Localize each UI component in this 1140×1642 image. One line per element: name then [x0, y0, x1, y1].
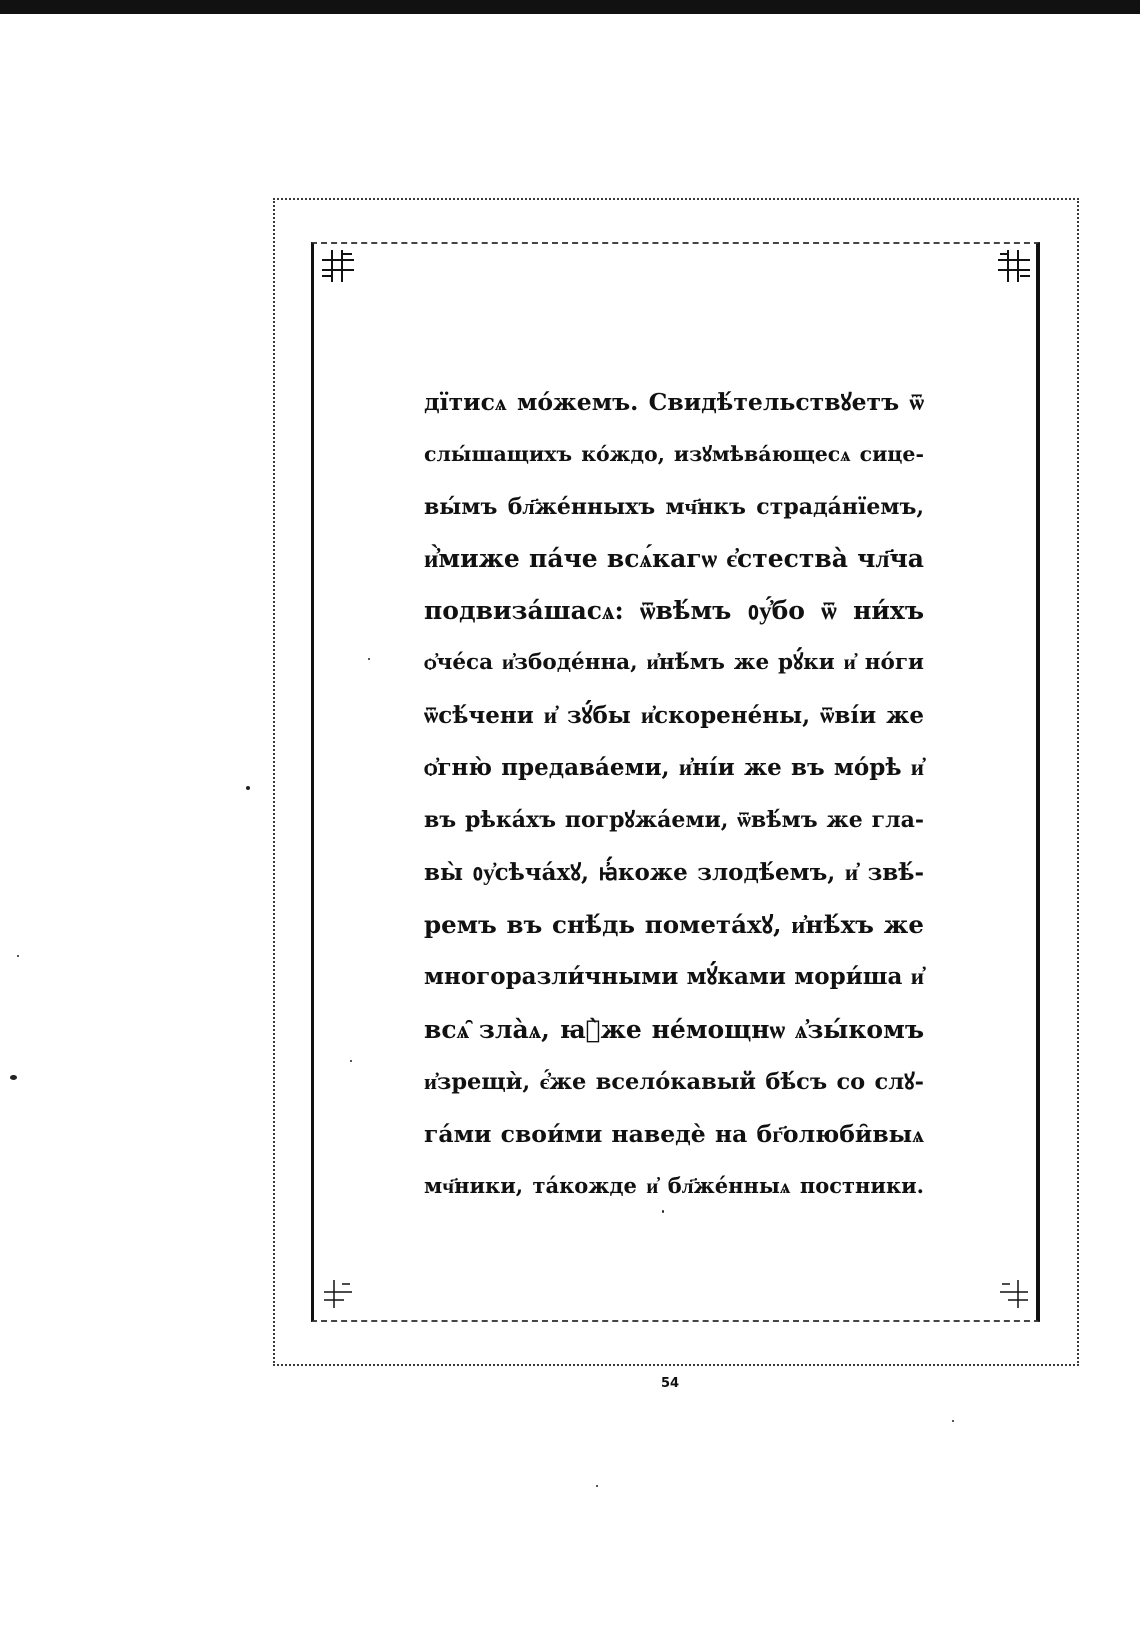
scan-speck	[10, 1075, 17, 1080]
text-line: га́ми свои́ми наведѐ на бг҃олюби̑выѧ	[424, 1120, 924, 1149]
text-line: слы́шащихъ ко́ждо, изꙋмѣва́ющесѧ сице-	[424, 442, 924, 467]
text-line: и҆̀миже па́че всѧ́кагѡ є҆стества̀ чл҃ча	[424, 543, 924, 573]
scan-speck	[662, 1210, 664, 1213]
corner-ornament-bottom-right-icon	[996, 1276, 1032, 1312]
corner-ornament-top-right-icon	[996, 248, 1032, 284]
text-line: ѻ҆че́са и҆збоде́нна, и҆нѣ́мъ же рꙋ́ки и҆ но́ги	[424, 650, 924, 676]
text-line: всѧ̑ зла̀ѧ, ꙗ҆̀же не́мощнѡ ѧ҆зы́комъ	[424, 1014, 924, 1044]
body-text	[424, 376, 924, 1213]
text-line: вы̀ ᲂу҆сѣча́хꙋ, ꙗ҆́коже злодѣ́емъ, и҆ звѣ́-	[424, 858, 924, 886]
text-line: дїтисѧ мо́жемъ. Свидѣ́тельствꙋетъ ѿ	[424, 388, 924, 416]
scan-speck	[350, 1060, 352, 1062]
corner-ornament-bottom-left-icon	[320, 1276, 356, 1312]
corner-ornament-top-left-icon	[320, 248, 356, 284]
text-line: мч҃ники, та́кожде и҆ бл҃же́нныѧ постники.	[424, 1173, 924, 1199]
scan-speck	[952, 1420, 954, 1422]
scan-speck	[17, 955, 19, 957]
scan-speck	[368, 658, 370, 660]
page-number: 54	[660, 1376, 680, 1391]
text-line: ремъ въ снѣ́дь помета́хꙋ, и҆нѣ́хъ же	[424, 909, 924, 939]
text-line: многоразли́чными мꙋ́ками мори́ша и҆	[424, 963, 924, 991]
scan-speck	[596, 1485, 598, 1487]
text-line: ѿсѣ́чени и҆ зꙋ́бы и҆скорене́ны, ѿві́и же	[424, 701, 924, 729]
text-line: и҆зрещѝ, є҆́же всело́кавый бѣ́съ со слꙋ-	[424, 1068, 924, 1095]
text-line: подвиза́шасѧ: ѿвѣ́мъ ᲂу҆́бо ѿ ни́хъ	[424, 596, 924, 626]
text-line: вы́мъ бл҃же́нныхъ мч҃нкъ страда́нїемъ,	[424, 493, 924, 520]
scan-top-edge	[0, 0, 1140, 14]
text-line: ѻ҆гню̀ предава́еми, и҆ні́и же въ мо́рѣ и҆	[424, 754, 924, 782]
text-line: въ рѣка́хъ погрꙋжа́еми, ѿвѣ́мъ же гла-	[424, 807, 924, 834]
scan-speck	[246, 786, 250, 790]
